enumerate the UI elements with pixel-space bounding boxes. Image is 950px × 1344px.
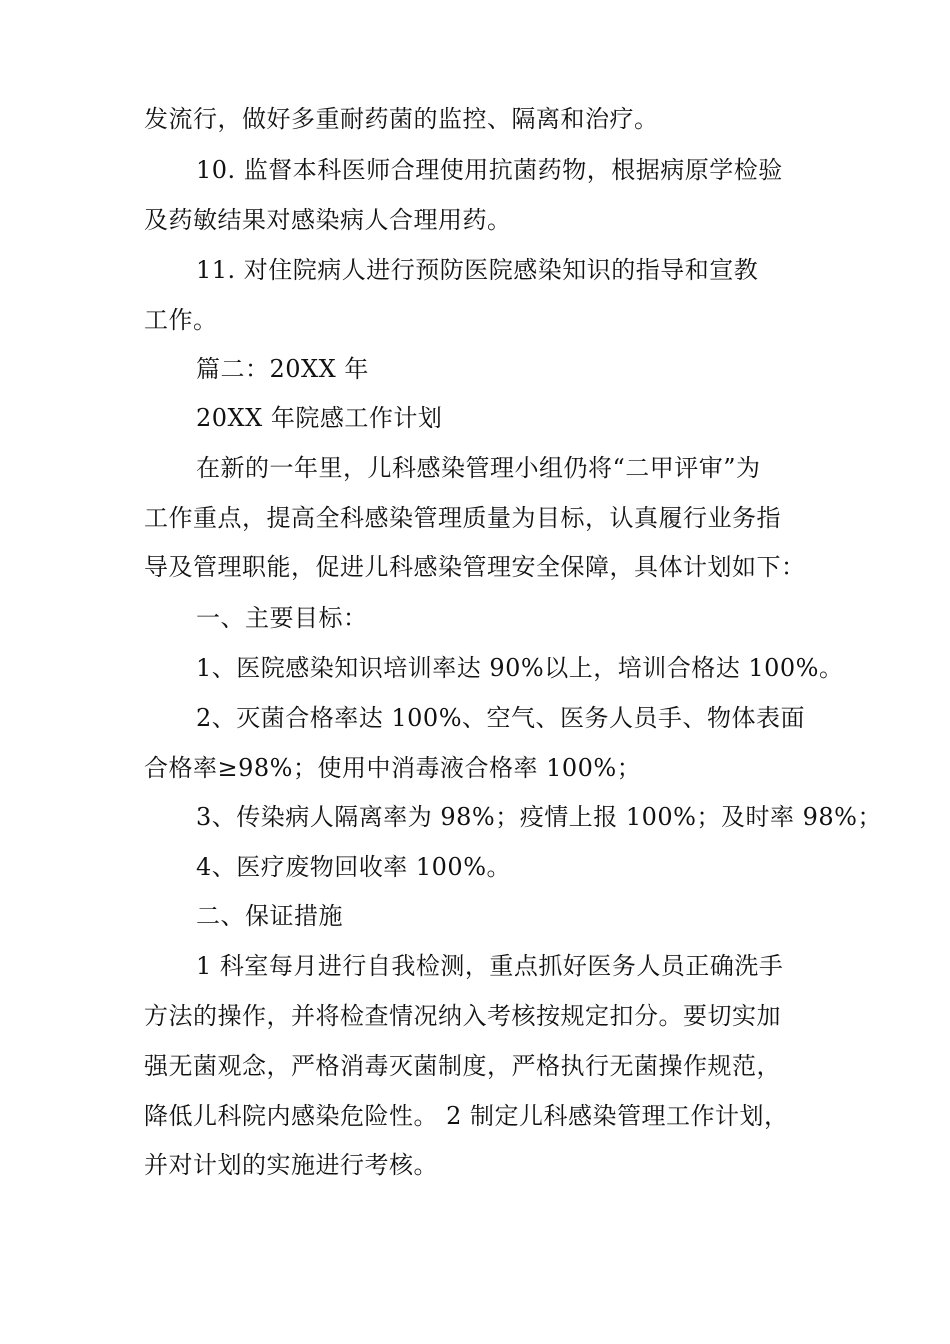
text-line-12: 1、医院感染知识培训率达 90%以上，培训合格达 100%。 [196, 654, 844, 682]
text-line-16: 4、医疗废物回收率 100%。 [196, 853, 512, 881]
text-line-15: 3、传染病人隔离率为 98%；疫情上报 100%；及时率 98%； [196, 803, 882, 831]
text-line-13: 2、灭菌合格率达 100%、空气、医务人员手、物体表面 [196, 704, 806, 732]
text-line-19: 方法的操作，并将检查情况纳入考核按规定扣分。要切实加 [144, 1002, 781, 1030]
text-line-4: 11. 对住院病人进行预防医院感染知识的指导和宣教 [196, 256, 759, 284]
text-line-1: 发流行，做好多重耐药菌的监控、隔离和治疗。 [144, 105, 659, 133]
text-line-18: 1 科室每月进行自我检测，重点抓好医务人员正确洗手 [196, 952, 784, 980]
text-line-3: 及药敏结果对感染病人合理用药。 [144, 206, 512, 234]
text-line-22: 并对计划的实施进行考核。 [144, 1151, 438, 1179]
text-line-6: 篇二：20XX 年 [196, 355, 369, 383]
text-line-9: 工作重点，提高全科感染管理质量为目标，认真履行业务指 [144, 504, 781, 532]
text-line-10: 导及管理职能，促进儿科感染管理安全保障，具体计划如下： [144, 553, 806, 581]
text-line-11: 一、主要目标： [196, 604, 368, 632]
text-line-7: 20XX 年院感工作计划 [196, 404, 443, 432]
text-line-2: 10. 监督本科医师合理使用抗菌药物，根据病原学检验 [196, 156, 783, 184]
text-line-5: 工作。 [144, 306, 218, 334]
text-line-14: 合格率≥98%；使用中消毒液合格率 100%； [144, 754, 642, 782]
text-line-17: 二、保证措施 [196, 902, 343, 930]
text-line-21: 降低儿科院内感染危险性。 2 制定儿科感染管理工作计划， [144, 1102, 789, 1130]
text-line-8: 在新的一年里，儿科感染管理小组仍将“二甲评审”为 [196, 454, 761, 482]
text-line-20: 强无菌观念，严格消毒灭菌制度，严格执行无菌操作规范， [144, 1052, 781, 1080]
